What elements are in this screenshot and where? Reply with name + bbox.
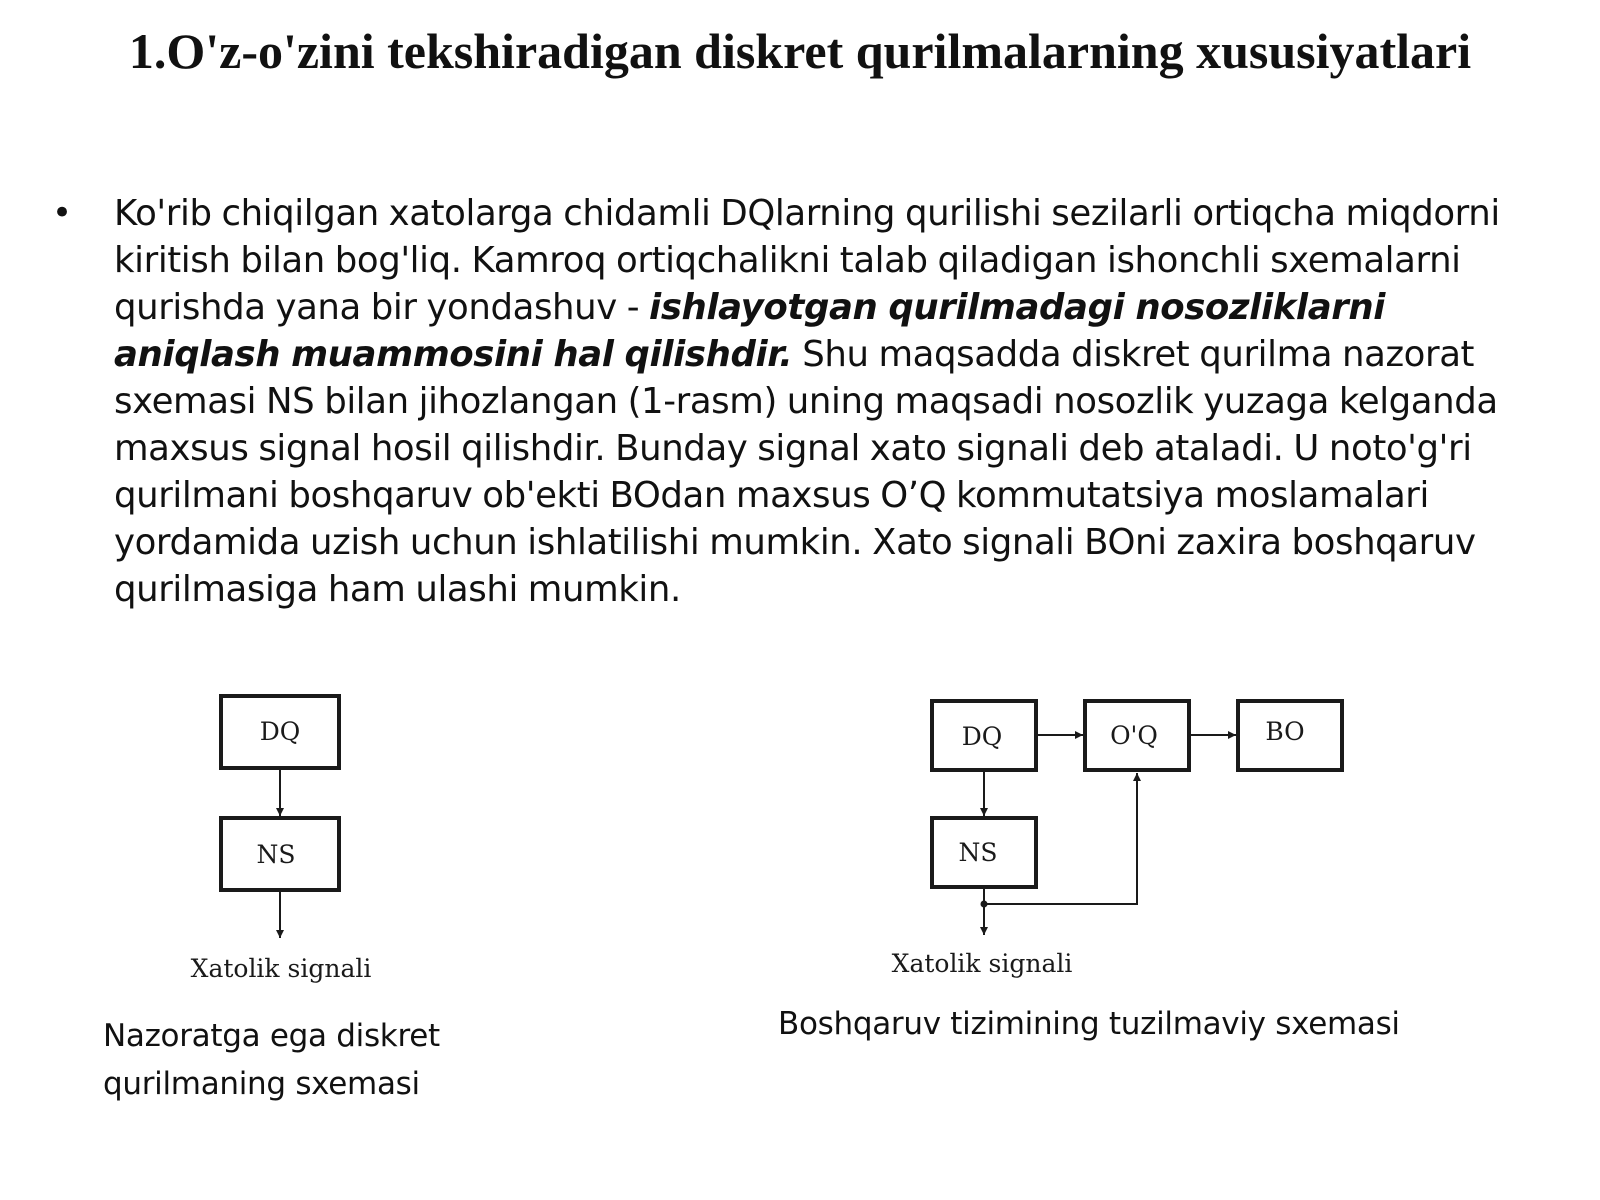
bullet-emphasis: ishlayotgan qurilmadagi nosozliklarni aniqlash muammosini hal qilishdir. xyxy=(114,287,1385,375)
left-figure-caption: Nazoratga ega diskret qurilmaning sxemasi xyxy=(103,1018,440,1102)
left-diagram xyxy=(191,696,372,983)
right-ns-label: NS xyxy=(958,838,998,867)
right-bo-label: BO xyxy=(1265,717,1305,746)
right-dq-label: DQ xyxy=(961,722,1003,751)
left-signal-label: Xatolik signali xyxy=(190,954,372,983)
left-dq-label: DQ xyxy=(259,717,301,746)
bullet-marker: • xyxy=(52,193,73,233)
left-ns-label: NS xyxy=(256,840,296,869)
bullet-text-before: Ko'rib chiqilgan xatolarga chidamli DQlarning qurilishi sezilarli ortiqcha miqdorni kiritish bilan bog'liq. Kamroq ortiqchalikni talab qiladigan ishonchli sxemalarni qurishda yana bir yondashuv - xyxy=(114,193,1500,328)
right-oq-label: O'Q xyxy=(1110,721,1158,750)
right-diagram xyxy=(892,701,1342,978)
right-signal-label: Xatolik signali xyxy=(891,949,1073,978)
slide-title: 1.O'z-o'zini tekshiradigan diskret qurilmalarning xususiyatlari xyxy=(128,23,1472,79)
right-figure-caption: Boshqaruv tizimining tuzilmaviy sxemasi xyxy=(778,1006,1400,1042)
bullet-text-after: Shu maqsadda diskret qurilma nazorat sxemasi NS bilan jihozlangan (1-rasm) uning maqsadi nosozlik yuzaga kelganda maxsus signal hosil qilishdir. Bunday signal xato signali deb ataladi. U noto'g'ri qurilmani boshqaruv ob'ekti BOdan maxsus O’Q kommutatsiya moslamalari yordamida uzish uchun ishlatilishi mumkin. Xato signali BOni zaxira boshqaruv qurilmasiga ham ulashi mumkin. xyxy=(114,334,1498,610)
